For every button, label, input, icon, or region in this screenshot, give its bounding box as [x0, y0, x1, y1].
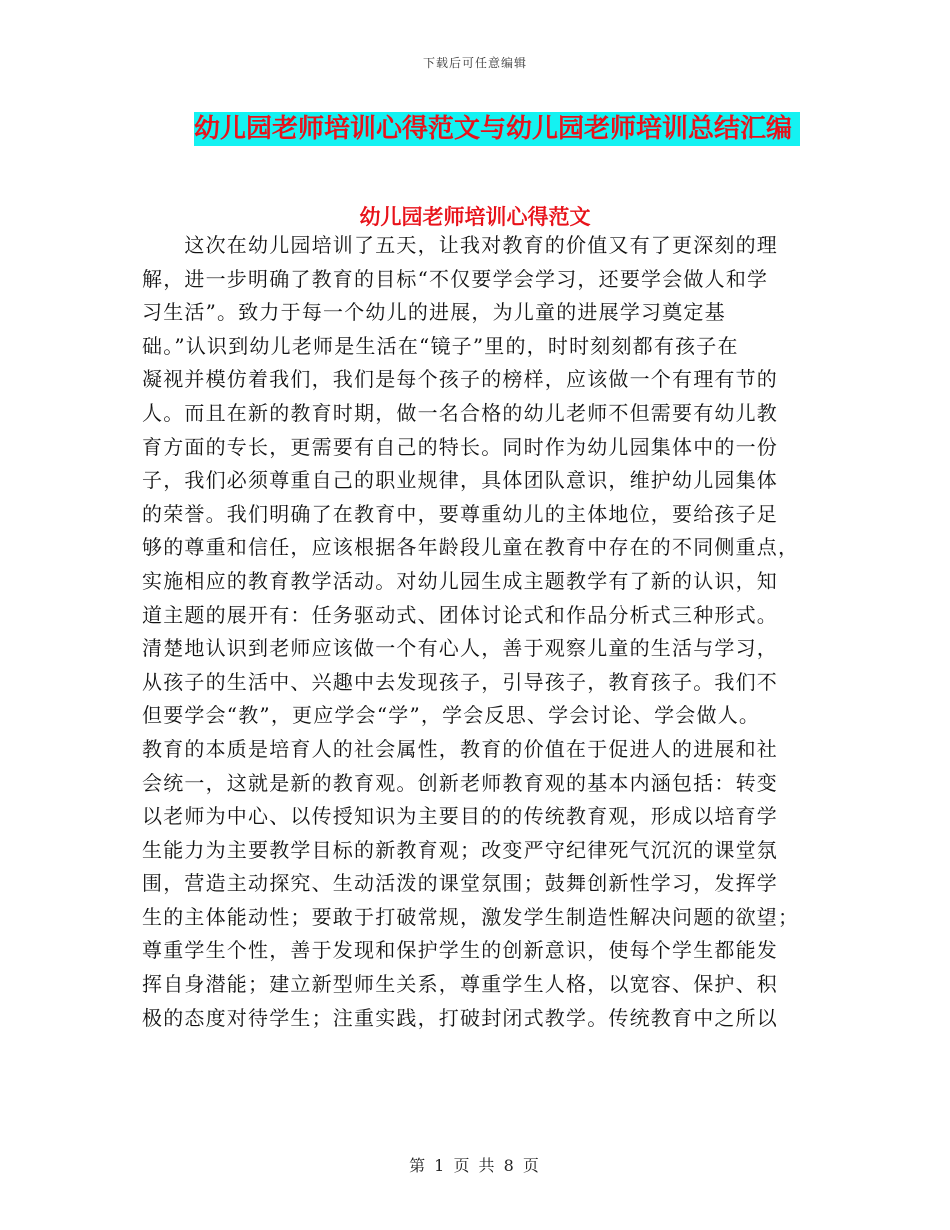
text-line: 够的尊重和信任，应该根据各年龄段儿童在教育中存在的不同侧重点，: [142, 535, 800, 560]
text-line: 尊重学生个性，善于发现和保护学生的创新意识，使每个学生都能发: [142, 938, 778, 963]
text-line: 解，进一步明确了教育的目标“不仅要学会学习，还要学会做人和学: [142, 266, 769, 291]
header-note: 下载后可任意编辑: [422, 56, 527, 70]
text-line: 生能力为主要教学目标的新教育观；改变严守纪律死气沉沉的课堂氛: [142, 837, 778, 862]
text-line: 础。”认识到幼儿老师是生活在“镜子”里的，时时刻刻都有孩子在: [142, 333, 739, 358]
text-line: 道主题的展开有：任务驱动式、团体讨论式和作品分析式三种形式。: [142, 602, 778, 627]
text-line: 围，营造主动探究、生动活泼的课堂氛围；鼓舞创新性学习，发挥学: [142, 871, 778, 896]
text-line: 极的态度对待学生；注重实践，打破封闭式教学。传统教育中之所以: [142, 1005, 778, 1030]
text-line: 人。而且在新的教育时期，做一名合格的幼儿老师不但需要有幼儿教: [142, 400, 778, 425]
body-paragraph: [142, 229, 802, 1035]
page-footer: 第 1 页 共 8 页: [409, 1156, 541, 1175]
text-line: 凝视并模仿着我们，我们是每个孩子的榜样，应该做一个有理有节的: [142, 367, 778, 392]
text-line: 从孩子的生活中、兴趣中去发现孩子，引导孩子，教育孩子。我们不: [142, 669, 778, 694]
text-line: 习生活”。致力于每一个幼儿的进展，为儿童的进展学习奠定基: [142, 300, 726, 325]
text-line: 挥自身潜能；建立新型师生关系，尊重学生人格，以宽容、保护、积: [142, 972, 778, 997]
text-line: 生的主体能动性；要敢于打破常规，激发学生制造性解决问题的欲望；: [142, 904, 800, 929]
text-line: 以老师为中心、以传授知识为主要目的的传统教育观，形成以培育学: [142, 804, 778, 829]
text-line: 实施相应的教育教学活动。对幼儿园生成主题教学有了新的认识，知: [142, 568, 778, 593]
text-line: 但要学会“教”，更应学会“学”，学会反思、学会讨论、学会做人。: [142, 703, 761, 728]
text-line: 子，我们必须尊重自己的职业规律，具体团队意识，维护幼儿园集体: [142, 468, 778, 493]
text-line: 的荣誉。我们明确了在教育中，要尊重幼儿的主体地位，要给孩子足: [142, 501, 778, 526]
text-line: 会统一，这就是新的教育观。创新老师教育观的基本内涵包括：转变: [142, 770, 778, 795]
document-title: 幼儿园老师培训心得范文与幼儿园老师培训总结汇编: [194, 114, 793, 144]
text-line: 这次在幼儿园培训了五天，让我对教育的价值又有了更深刻的理: [142, 233, 778, 257]
section-title: 幼儿园老师培训心得范文: [359, 204, 591, 229]
text-line: 清楚地认识到老师应该做一个有心人，善于观察儿童的生活与学习，: [142, 636, 778, 661]
text-line: 育方面的专长，更需要有自己的特长。同时作为幼儿园集体中的一份: [142, 434, 778, 459]
text-line: 教育的本质是培育人的社会属性，教育的价值在于促进人的进展和社: [142, 736, 778, 761]
